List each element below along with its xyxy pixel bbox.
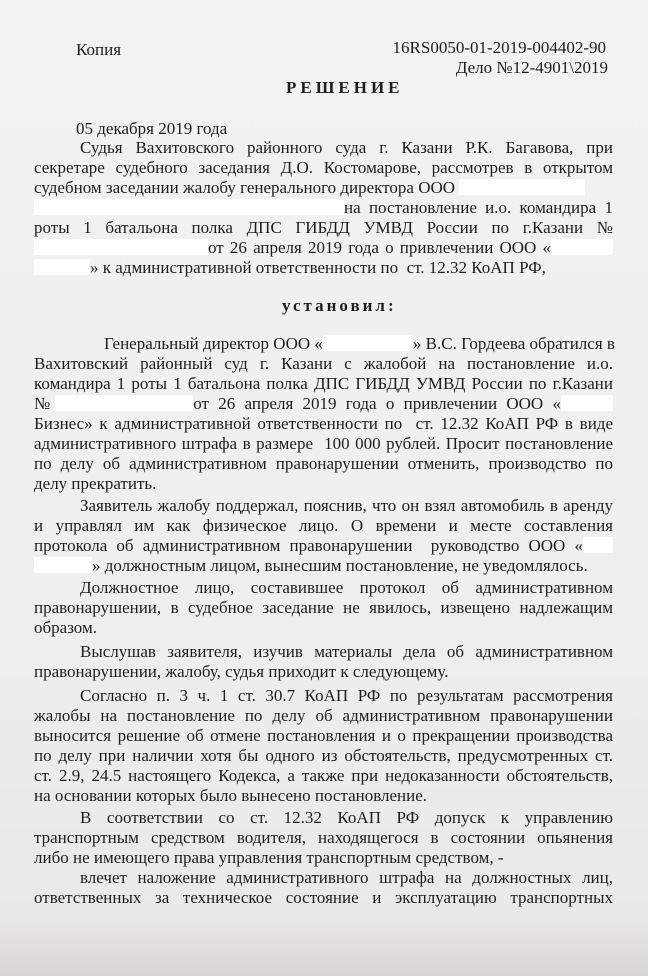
redaction [583, 537, 613, 553]
decision-date: 05 декабря 2019 года [76, 119, 228, 138]
redaction [34, 199, 344, 215]
paragraph-line: В соответствии со ст. 12.32 КоАП РФ допуск к управлению [80, 808, 613, 827]
redaction [34, 239, 208, 255]
section-heading: установил: [282, 296, 397, 315]
paragraph-line: Согласно п. 3 ч. 1 ст. 30.7 КоАП РФ по результатам рассмотрения [80, 686, 613, 705]
paragraph-line: жалобы на постановление по делу об административном правонарушении [34, 706, 613, 725]
paragraph-line: выносится решение об отмене постановления и о прекращении производства [34, 726, 613, 745]
paragraph-line: административного штрафа в размере 100 000 рублей. Просит постановление [34, 434, 613, 453]
paragraph-line: делу прекратить. [34, 474, 157, 493]
paragraph-line: № от 26 апреля 2019 года о привлечении ООО « [34, 394, 613, 414]
redaction [459, 179, 585, 195]
redaction [55, 395, 193, 411]
case-identifier: 16RS0050-01-2019-004402-90 [392, 38, 606, 57]
paragraph-line: образом. [34, 618, 97, 637]
intro-line: Судья Вахитовского районного суда г. Казани Р.К. Багавова, при [80, 138, 613, 157]
paragraph-line: правонарушении, в судебное заседание не явилось, извещено надлежащим [34, 598, 613, 617]
intro-line: секретаре судебного заседания Д.О. Костомарове, рассмотрев в открытом [34, 158, 613, 177]
paragraph-line: Вахитовский районный суд г. Казани с жалобой на постановление и.о. [34, 354, 613, 373]
paragraph-line: протокола об административном правонарушении руководство ООО « [34, 536, 613, 556]
paragraph-line: по делу об административном правонарушении отменить, производство по [34, 454, 613, 473]
paragraph-line: Бизнес» к административной ответственности по ст. 12.32 КоАП РФ в виде [34, 414, 613, 433]
page-shadow [0, 916, 648, 976]
paragraph-line: Выслушав заявителя, изучив материалы дела об административном [80, 642, 613, 661]
intro-line: роты 1 батальона полка ДПС ГИБДД УМВД России по г.Казани № [34, 218, 613, 237]
paragraph-line: влечет наложение административного штрафа на должностных лиц, [80, 868, 613, 887]
redaction [561, 395, 613, 411]
paragraph-line: транспортным средством водителя, находящегося в состоянии опьянения [34, 828, 613, 847]
paragraph-line: Заявитель жалобу поддержал, пояснив, что он взял автомобиль в аренду [80, 496, 613, 515]
paragraph-line: Генеральный директор ООО « » В.С. Гордеева обратился в [104, 334, 615, 353]
paragraph-line: Должностное лицо, составившее протокол об административном [80, 578, 613, 597]
paragraph-line: по делу при наличии хотя бы одного из обстоятельств, предусмотренных ст. [34, 746, 613, 765]
redaction [551, 239, 613, 255]
copy-label: Копия [76, 40, 122, 59]
intro-line: судебном заседании жалобу генерального директора ООО [34, 178, 613, 198]
paragraph-line: » должностным лицом, вынесшим постановление, не уведомлялось. [34, 556, 613, 576]
intro-line: от 26 апреля 2019 года о привлечении ООО « [34, 238, 613, 258]
paragraph-line: и управлял им как физическое лицо. О времени и месте составления [34, 516, 613, 535]
case-number: Дело №12-4901\2019 [455, 58, 608, 77]
redaction [323, 335, 413, 351]
intro-line: » к административной ответственности по ст. 12.32 КоАП РФ, [34, 258, 613, 278]
paragraph-line: правонарушении, жалобу, судья приходит к следующему. [34, 662, 449, 681]
intro-line: на постановление и.о. командира 1 [34, 198, 613, 218]
paragraph-line: ответственных за техническое состояние и эксплуатацию транспортных [34, 888, 613, 907]
paragraph-line: командира 1 роты 1 батальона полка ДПС ГИБДД УМВД России по г.Казани [34, 374, 613, 393]
redaction [34, 557, 92, 573]
redaction [34, 259, 90, 275]
paragraph-line: ст. 2.9, 24.5 настоящего Кодекса, а также при недоказанности обстоятельств, [34, 766, 613, 785]
paragraph-line: на основании которых было вынесено постановление. [34, 786, 428, 805]
paragraph-line: либо не имеющего права управления транспортным средством, - [34, 848, 504, 867]
document-title: РЕШЕНИЕ [286, 78, 404, 97]
